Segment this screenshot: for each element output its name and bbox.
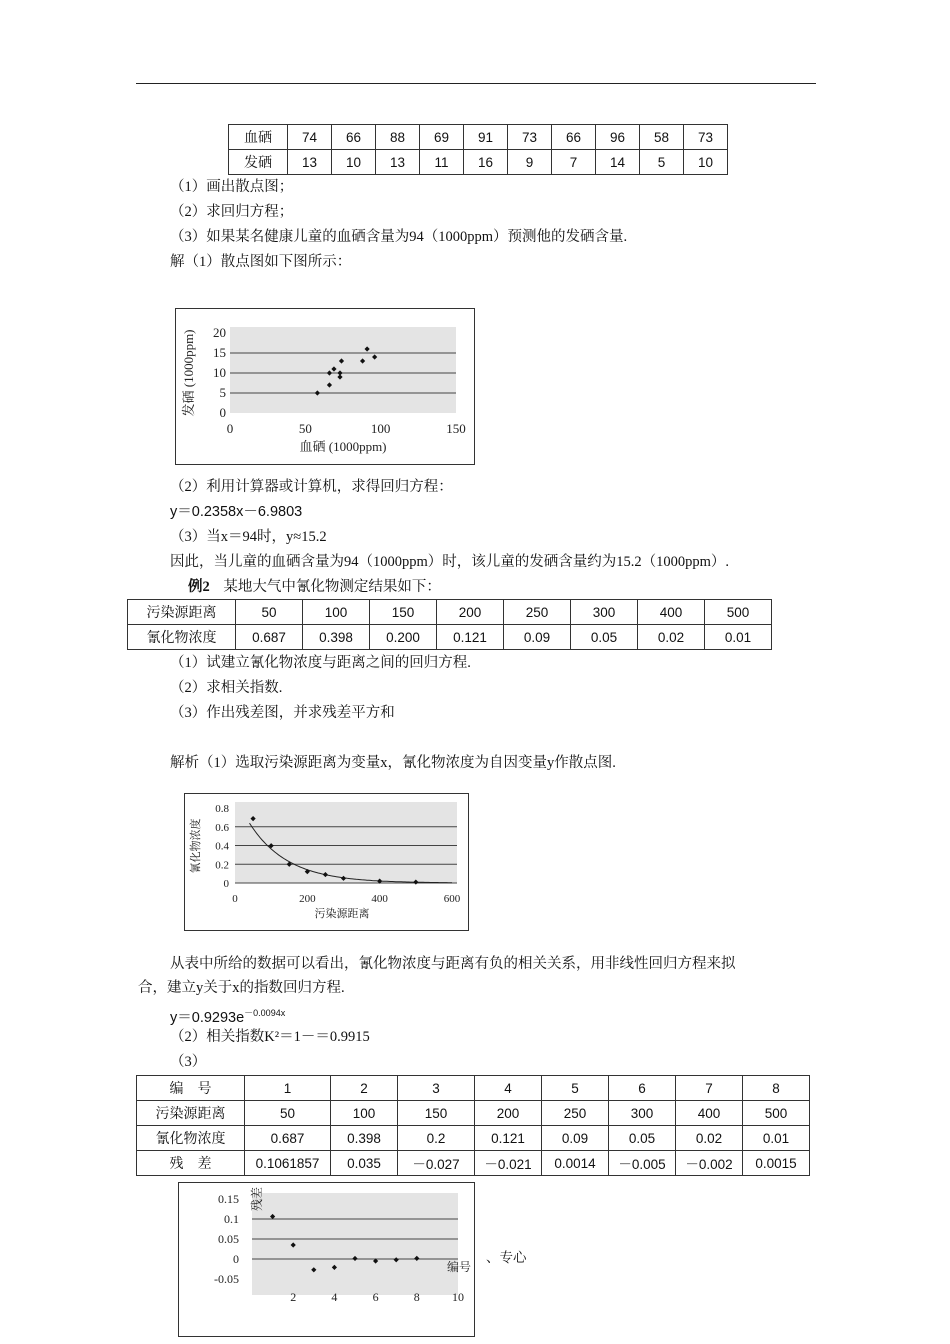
- chart-svg: [179, 1183, 474, 1336]
- row-label: 编 号: [137, 1076, 245, 1101]
- y-tick-label: 0.4: [215, 840, 229, 853]
- x-tick-label: 10: [452, 1290, 464, 1304]
- table-row: [137, 1076, 810, 1101]
- table-cell: 0.09: [504, 625, 571, 650]
- y-axis-label: 残差: [250, 1186, 264, 1212]
- table-row: [137, 1151, 810, 1176]
- table-cell: 300: [609, 1101, 676, 1126]
- table-cell: 500: [705, 600, 772, 625]
- regression-equation: y＝0.2358x－6.9803: [170, 504, 303, 520]
- y-tick-label: 0.15: [218, 1192, 239, 1206]
- table-cell: 88: [376, 125, 420, 150]
- x-tick-label: 8: [413, 1290, 420, 1304]
- table-cell: 0.687: [236, 625, 303, 650]
- table-cell: 4: [475, 1076, 542, 1101]
- table-cell: 11: [420, 150, 464, 175]
- solution-2: （2）利用计算器或计算机，求得回归方程：: [170, 479, 453, 495]
- table-cell: 66: [332, 125, 376, 150]
- table-blood-hair-selenium: [228, 124, 728, 175]
- table-cell: 0.01: [705, 625, 772, 650]
- chart-svg: [185, 794, 468, 930]
- table-cell: 6: [609, 1076, 676, 1101]
- y-tick-label: 0: [219, 405, 226, 420]
- header-rule: [136, 83, 816, 84]
- table-cell: 0.200: [370, 625, 437, 650]
- plot-area: [252, 1193, 458, 1295]
- table-cell: －0.002: [676, 1151, 743, 1176]
- x-axis-label: 污染源距离: [314, 908, 370, 920]
- text-fragment: 、专心: [486, 1250, 527, 1265]
- table-cell: 0.05: [609, 1126, 676, 1151]
- question-1: （1）画出散点图；: [170, 179, 294, 195]
- equation-exponent: －0.0094x: [244, 1008, 286, 1018]
- table-cell: 66: [552, 125, 596, 150]
- table-residuals: [136, 1075, 810, 1176]
- table-cell: 0.1061857: [245, 1151, 331, 1176]
- y-tick-label: 0.6: [215, 821, 229, 834]
- row-label: 氰化物浓度: [137, 1126, 245, 1151]
- table-cell: 0.05: [571, 625, 638, 650]
- table-cell: 69: [420, 125, 464, 150]
- table-cell: 50: [236, 600, 303, 625]
- table-cell: 73: [684, 125, 728, 150]
- y-tick-label: -0.05: [214, 1272, 239, 1286]
- x-tick-label: 0: [226, 421, 234, 436]
- table-cell: 300: [571, 600, 638, 625]
- y-tick-label: 20: [213, 325, 226, 340]
- table-cell: 14: [596, 150, 640, 175]
- plot-area: [235, 802, 457, 883]
- example2-question-2: （2）求相关指数.: [170, 680, 283, 696]
- table-cell: 200: [475, 1101, 542, 1126]
- table-cell: 10: [684, 150, 728, 175]
- y-tick-label: 5: [219, 385, 226, 400]
- y-tick-label: 0.05: [218, 1232, 239, 1246]
- x-tick-label: 2: [290, 1290, 297, 1304]
- x-tick-label: 50: [298, 421, 312, 436]
- table-cell: 0.687: [245, 1126, 331, 1151]
- table-cell: 200: [437, 600, 504, 625]
- table-row: [128, 625, 772, 650]
- table-row: [137, 1126, 810, 1151]
- table-cell: 250: [542, 1101, 609, 1126]
- plot-area: [230, 327, 456, 413]
- table-cell: 10: [332, 150, 376, 175]
- table-cell: 7: [676, 1076, 743, 1101]
- scatter-chart-selenium: [175, 308, 475, 465]
- table-cell: 91: [464, 125, 508, 150]
- x-tick-label: 200: [299, 893, 316, 905]
- y-axis-label: 氰化物浓度: [190, 818, 202, 874]
- exponential-equation: [170, 1002, 285, 1029]
- x-tick-label: 100: [370, 421, 391, 436]
- row-label: 污染源距离: [128, 600, 236, 625]
- table-cell: 2: [331, 1076, 398, 1101]
- row-label: 发硒: [229, 150, 288, 175]
- table-cyanide: [127, 599, 772, 650]
- x-tick-label: 150: [446, 421, 466, 436]
- example-text: 某地大气中氰化物测定结果如下：: [223, 579, 441, 595]
- table-cell: 0.01: [743, 1126, 810, 1151]
- chart-svg: [176, 309, 474, 464]
- conclusion: 因此，当儿童的血硒含量为94（1000ppm）时，该儿童的发硒含量约为15.2（1000ppm）.: [170, 554, 730, 570]
- table-cell: 13: [288, 150, 332, 175]
- equation-main: y＝0.9293e: [170, 1009, 245, 1026]
- y-tick-label: 0.8: [215, 803, 229, 815]
- example2-question-1: （1）试建立氰化物浓度与距离之间的回归方程.: [170, 655, 471, 671]
- y-axis-label: 发硒 (1000ppm): [181, 329, 196, 417]
- correlation-index: （2）相关指数K²＝1－＝0.9915: [170, 1029, 370, 1045]
- y-tick-label: 0: [233, 1252, 239, 1266]
- table-row: [128, 600, 772, 625]
- table-row: [229, 125, 728, 150]
- table-cell: 7: [552, 150, 596, 175]
- table-cell: 0.035: [331, 1151, 398, 1176]
- table-cell: 13: [376, 150, 420, 175]
- x-tick-label: 6: [372, 1290, 379, 1304]
- row-label: 氰化物浓度: [128, 625, 236, 650]
- x-axis-label: 编号: [446, 1260, 472, 1274]
- table-cell: 500: [743, 1101, 810, 1126]
- table-cell: 150: [398, 1101, 475, 1126]
- residual-plot: [178, 1182, 475, 1337]
- table-cell: 16: [464, 150, 508, 175]
- solution-1: 解（1）散点图如下图所示：: [170, 254, 352, 270]
- table-cell: －0.021: [475, 1151, 542, 1176]
- y-tick-label: 0.2: [215, 859, 229, 872]
- table-cell: 0.121: [475, 1126, 542, 1151]
- table-cell: 0.02: [676, 1126, 743, 1151]
- paragraph-line-2: 合，建立y关于x的指数回归方程.: [138, 980, 345, 996]
- table-row: [229, 150, 728, 175]
- table-cell: 96: [596, 125, 640, 150]
- table-cell: 50: [245, 1101, 331, 1126]
- table-cell: 73: [508, 125, 552, 150]
- table-cell: 400: [676, 1101, 743, 1126]
- x-axis-label: 血硒 (1000ppm): [299, 439, 387, 454]
- x-tick-label: 400: [371, 893, 388, 905]
- table-cell: 400: [638, 600, 705, 625]
- x-tick-label: 0: [232, 893, 238, 905]
- scatter-chart-cyanide: [184, 793, 469, 931]
- row-label: 残 差: [137, 1151, 245, 1176]
- y-tick-label: 10: [213, 365, 226, 380]
- table-cell: 0.2: [398, 1126, 475, 1151]
- table-cell: 74: [288, 125, 332, 150]
- table-cell: 100: [331, 1101, 398, 1126]
- paragraph-line-1: 从表中所给的数据可以看出，氰化物浓度与距离有负的相关关系，用非线性回归方程来拟: [170, 956, 736, 972]
- table-cell: 0.02: [638, 625, 705, 650]
- table-cell: －0.005: [609, 1151, 676, 1176]
- row-label: 污染源距离: [137, 1101, 245, 1126]
- solution-3: （3）当x＝94时，y≈15.2: [170, 529, 327, 545]
- example-2-heading: [188, 576, 441, 598]
- question-2: （2）求回归方程；: [170, 204, 294, 220]
- table-cell: 100: [303, 600, 370, 625]
- table-cell: 1: [245, 1076, 331, 1101]
- row-label: 血硒: [229, 125, 288, 150]
- analysis: 解析（1）选取污染源距离为变量x，氰化物浓度为自因变量y作散点图.: [170, 755, 616, 771]
- x-tick-label: 600: [443, 893, 461, 905]
- table-cell: 0.121: [437, 625, 504, 650]
- table-cell: 8: [743, 1076, 810, 1101]
- table-cell: 250: [504, 600, 571, 625]
- y-tick-label: 0: [223, 878, 229, 890]
- table-cell: 5: [640, 150, 684, 175]
- table-cell: 150: [370, 600, 437, 625]
- table-cell: 5: [542, 1076, 609, 1101]
- x-tick-label: 4: [331, 1290, 338, 1304]
- table-cell: 3: [398, 1076, 475, 1101]
- example2-question-3: （3）作出残差图，并求残差平方和: [170, 705, 395, 721]
- table-row: [137, 1101, 810, 1126]
- table-cell: 0.398: [331, 1126, 398, 1151]
- table-cell: 0.0014: [542, 1151, 609, 1176]
- y-tick-label: 15: [213, 345, 226, 360]
- question-3: （3）如果某名健康儿童的血硒含量为94（1000ppm）预测他的发硒含量.: [170, 229, 628, 245]
- table-cell: 9: [508, 150, 552, 175]
- example-label: 例2: [188, 579, 210, 595]
- table-cell: 0.09: [542, 1126, 609, 1151]
- y-tick-label: 0.1: [224, 1212, 239, 1226]
- table-cell: 0.0015: [743, 1151, 810, 1176]
- part-3-label: （3）: [170, 1054, 207, 1070]
- table-cell: 58: [640, 125, 684, 150]
- table-cell: －0.027: [398, 1151, 475, 1176]
- table-cell: 0.398: [303, 625, 370, 650]
